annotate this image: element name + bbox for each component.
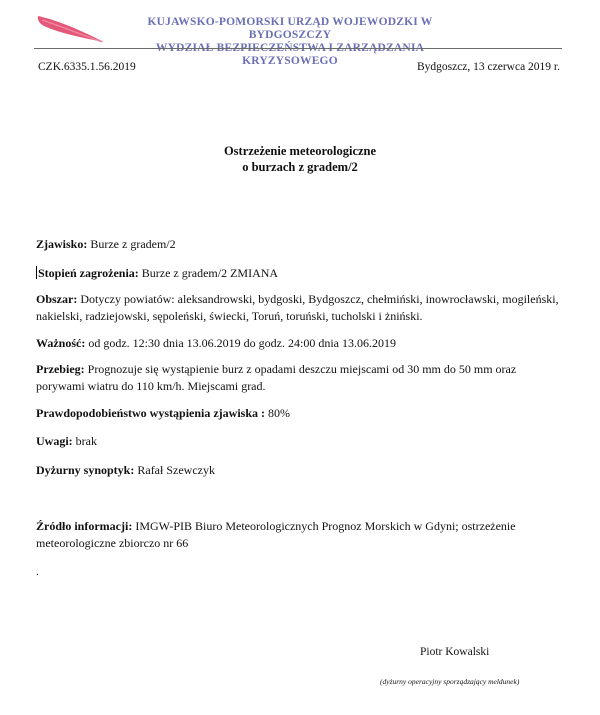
header-divider [34, 48, 562, 49]
field-uwagi [36, 433, 566, 450]
signature-role: (dyżurny operacyjny sporządzający meldunek) [380, 677, 520, 686]
field-label: Stopień zagrożenia: [38, 266, 139, 280]
field-value: Prognozuje się wystąpienie burz z opadami deszczu miejscami od 30 mm do 50 mm oraz porywami wiatru do 110 km/h. Miejscami grad. [36, 362, 517, 393]
field-zjawisko [36, 236, 566, 253]
field-prawdopodobienstwo [36, 405, 566, 422]
field-obszar [36, 291, 566, 325]
reference-number: CZK.6335.1.56.2019 [38, 61, 136, 73]
field-label: Źródło informacji: [36, 519, 133, 533]
field-przebieg [36, 361, 566, 395]
field-label: Zjawisko: [36, 237, 88, 251]
field-label: Dyżurny synoptyk: [36, 463, 135, 477]
field-label: Uwagi: [36, 434, 73, 448]
field-value: Rafał Szewczyk [134, 463, 215, 477]
field-value: Burze z gradem/2 [87, 237, 176, 251]
signature-name: Piotr Kowalski [420, 646, 490, 658]
field-label: Obszar: [36, 292, 78, 306]
text-cursor [36, 266, 37, 279]
field-value: 80% [265, 406, 291, 420]
field-value: od godz. 12:30 dnia 13.06.2019 do godz. 24:00 dnia 13.06.2019 [85, 336, 396, 350]
stray-dot: . [36, 566, 39, 578]
field-zrodlo [36, 518, 566, 552]
field-stopien [36, 265, 566, 282]
field-label: Ważność: [36, 336, 86, 350]
office-name: KUJAWSKO-POMORSKI URZĄD WOJEWODZKI W BYDGOSZCZY [147, 16, 433, 41]
place-date: Bydgoszcz, 13 czerwca 2019 r. [416, 61, 560, 73]
field-value: IMGW-PIB Biuro Meteorologicznych Prognoz Morskich w Gdyni; ostrzeżenie meteorologiczne zbiorczo nr 66 [36, 519, 516, 550]
field-value: brak [72, 434, 97, 448]
logo-feather-icon [36, 12, 106, 44]
department-name: WYDZIAŁ BEZPIECZEŃSTWA I ZARZĄDZANIA KRYZYSOWEGO [155, 42, 425, 67]
field-value: Dotyczy powiatów: aleksandrowski, bydgoski, Bydgoszcz, chełmiński, inowrocławski, mogileński, nakielski, radziejowski, sępoleński, świecki, Toruń, toruński, tucholski i żniński. [36, 292, 559, 323]
field-waznosc [36, 335, 566, 352]
field-label: Przebieg: [36, 362, 85, 376]
title-line-2: o burzach z gradem/2 [242, 160, 358, 174]
field-synoptyk [36, 462, 566, 479]
title-line-1: Ostrzeżenie meteorologiczne [223, 144, 377, 158]
field-value: Burze z gradem/2 ZMIANA [138, 266, 279, 280]
reference-row [38, 61, 560, 73]
document-title [0, 143, 600, 175]
field-label: Prawdopodobieństwo wystąpienia zjawiska : [36, 406, 266, 420]
